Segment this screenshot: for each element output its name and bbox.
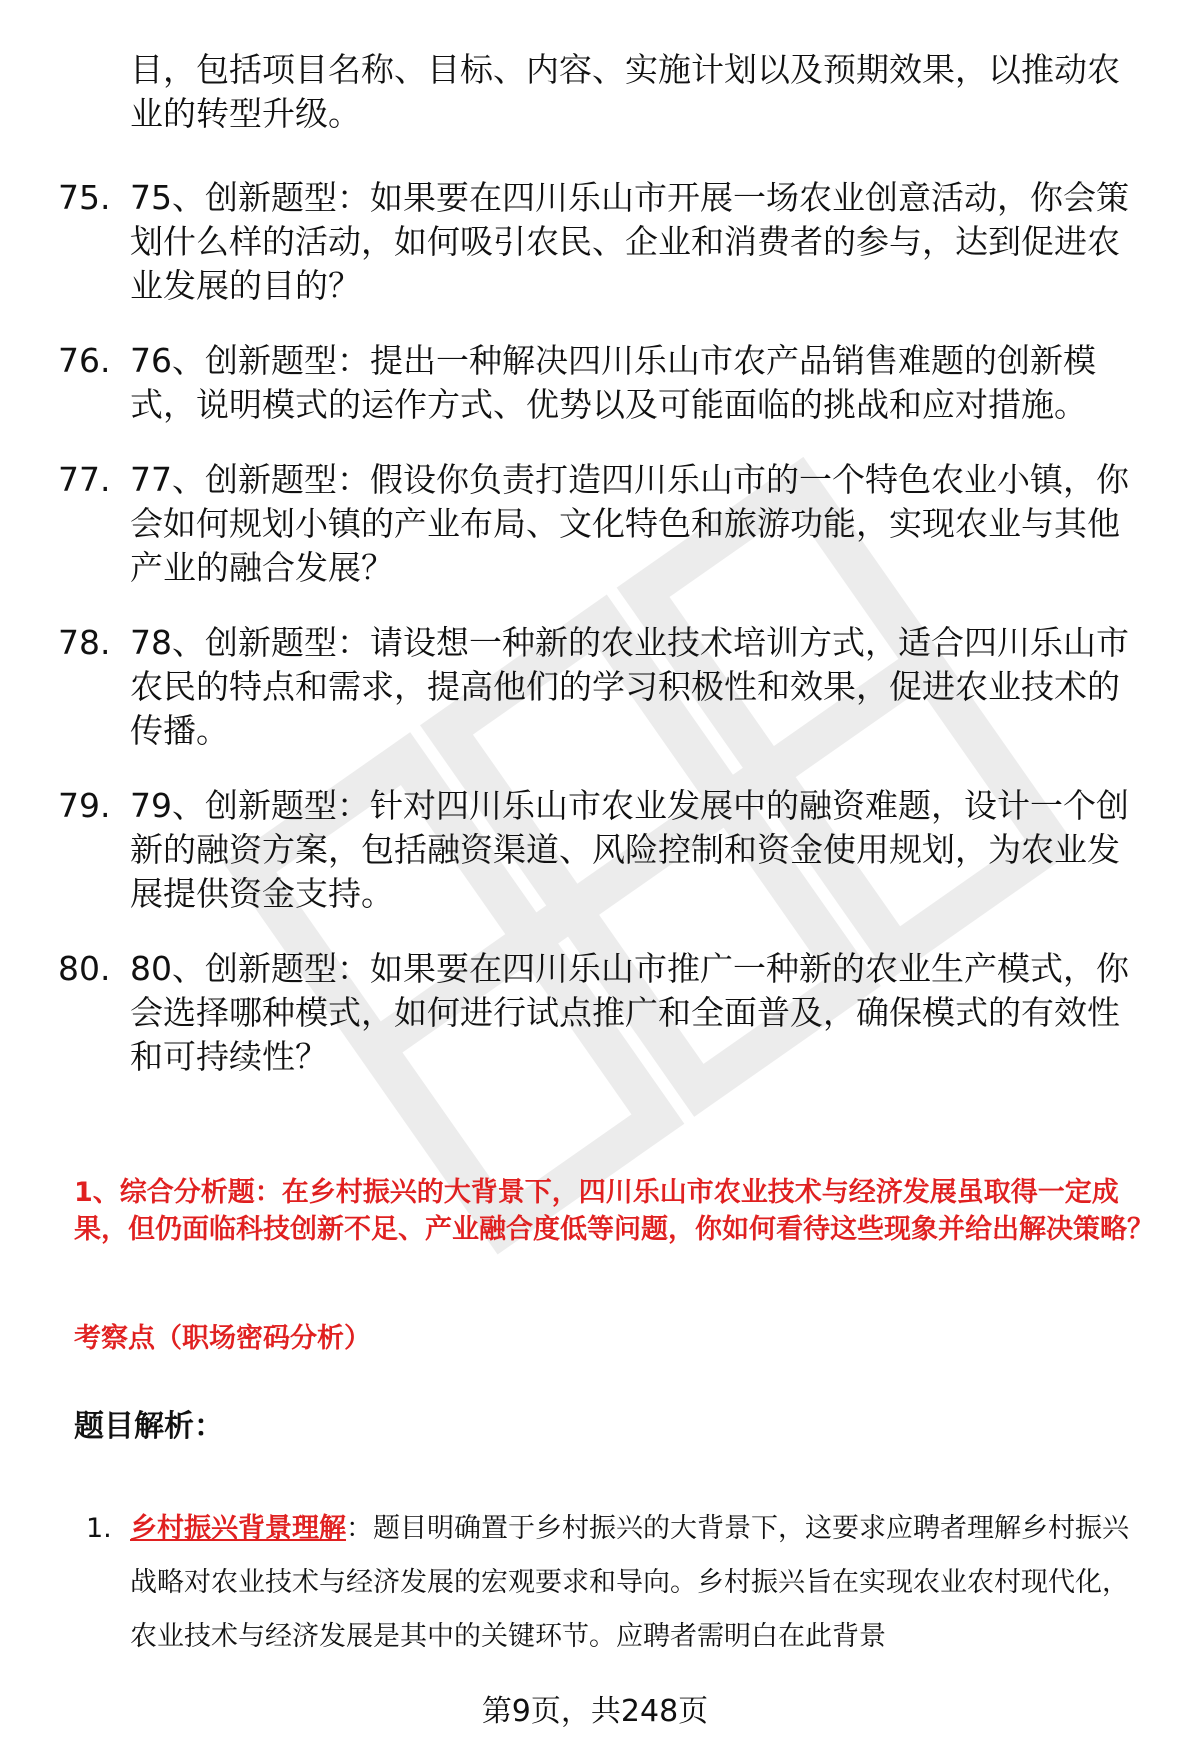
question-list	[58, 176, 1150, 1110]
question-text: 76、创新题型：提出一种解决四川乐山市农产品销售难题的创新模式，说明模式的运作方式、优势以及可能面临的挑战和应对措施。	[130, 341, 1096, 424]
page-footer: 第9页，共248页	[481, 1694, 709, 1729]
question-number: 79.	[58, 786, 111, 825]
analysis-section-heading: 题目解析：	[74, 1409, 224, 1444]
question-item	[58, 339, 1150, 427]
question-text: 75、创新题型：如果要在四川乐山市开展一场农业创意活动，你会策划什么样的活动，如何吸引农民、企业和消费者的参与，达到促进农业发展的目的？	[130, 178, 1129, 305]
question-number: 76.	[58, 341, 111, 380]
question-number: 75.	[58, 178, 111, 217]
analysis-item-number: 1.	[86, 1513, 112, 1544]
analysis-item-text: ：题目明确置于乡村振兴的大背景下，这要求应聘者理解乡村振兴战略对农业技术与经济发展的宏观要求和导向。乡村振兴旨在实现农业农村现代化，农业技术与经济发展是其中的关键环节。应聘者需明白在此背景	[130, 1513, 1129, 1652]
question-number: 77.	[58, 460, 111, 499]
question-number: 78.	[58, 623, 111, 662]
analysis-list	[86, 1502, 1152, 1664]
question-number: 80.	[58, 949, 111, 988]
question-item	[58, 947, 1150, 1079]
question-item	[58, 784, 1150, 916]
analysis-item-keyword: 乡村振兴背景理解	[130, 1513, 346, 1544]
question-text: 80、创新题型：如果要在四川乐山市推广一种新的农业生产模式，你会选择哪种模式，如何进行试点推广和全面普及，确保模式的有效性和可持续性？	[130, 949, 1129, 1076]
analysis-question-title: 1、综合分析题：在乡村振兴的大背景下，四川乐山市农业技术与经济发展虽取得一定成果，但仍面临科技创新不足、产业融合度低等问题，你如何看待这些现象并给出解决策略？	[74, 1177, 1154, 1245]
question-item	[58, 621, 1150, 753]
exam-point-label: 考察点（职场密码分析）	[74, 1323, 371, 1354]
question-text: 79、创新题型：针对四川乐山市农业发展中的融资难题，设计一个创新的融资方案，包括融资渠道、风险控制和资金使用规划，为农业发展提供资金支持。	[130, 786, 1129, 913]
continuation-text: 目，包括项目名称、目标、内容、实施计划以及预期效果，以推动农业的转型升级。	[130, 50, 1120, 133]
question-text: 78、创新题型：请设想一种新的农业技术培训方式，适合四川乐山市农民的特点和需求，提高他们的学习积极性和效果，促进农业技术的传播。	[130, 623, 1129, 750]
analysis-item	[86, 1502, 1152, 1664]
question-item	[58, 458, 1150, 590]
question-item	[58, 176, 1150, 308]
question-text: 77、创新题型：假设你负责打造四川乐山市的一个特色农业小镇，你会如何规划小镇的产业布局、文化特色和旅游功能，实现农业与其他产业的融合发展？	[130, 460, 1129, 587]
